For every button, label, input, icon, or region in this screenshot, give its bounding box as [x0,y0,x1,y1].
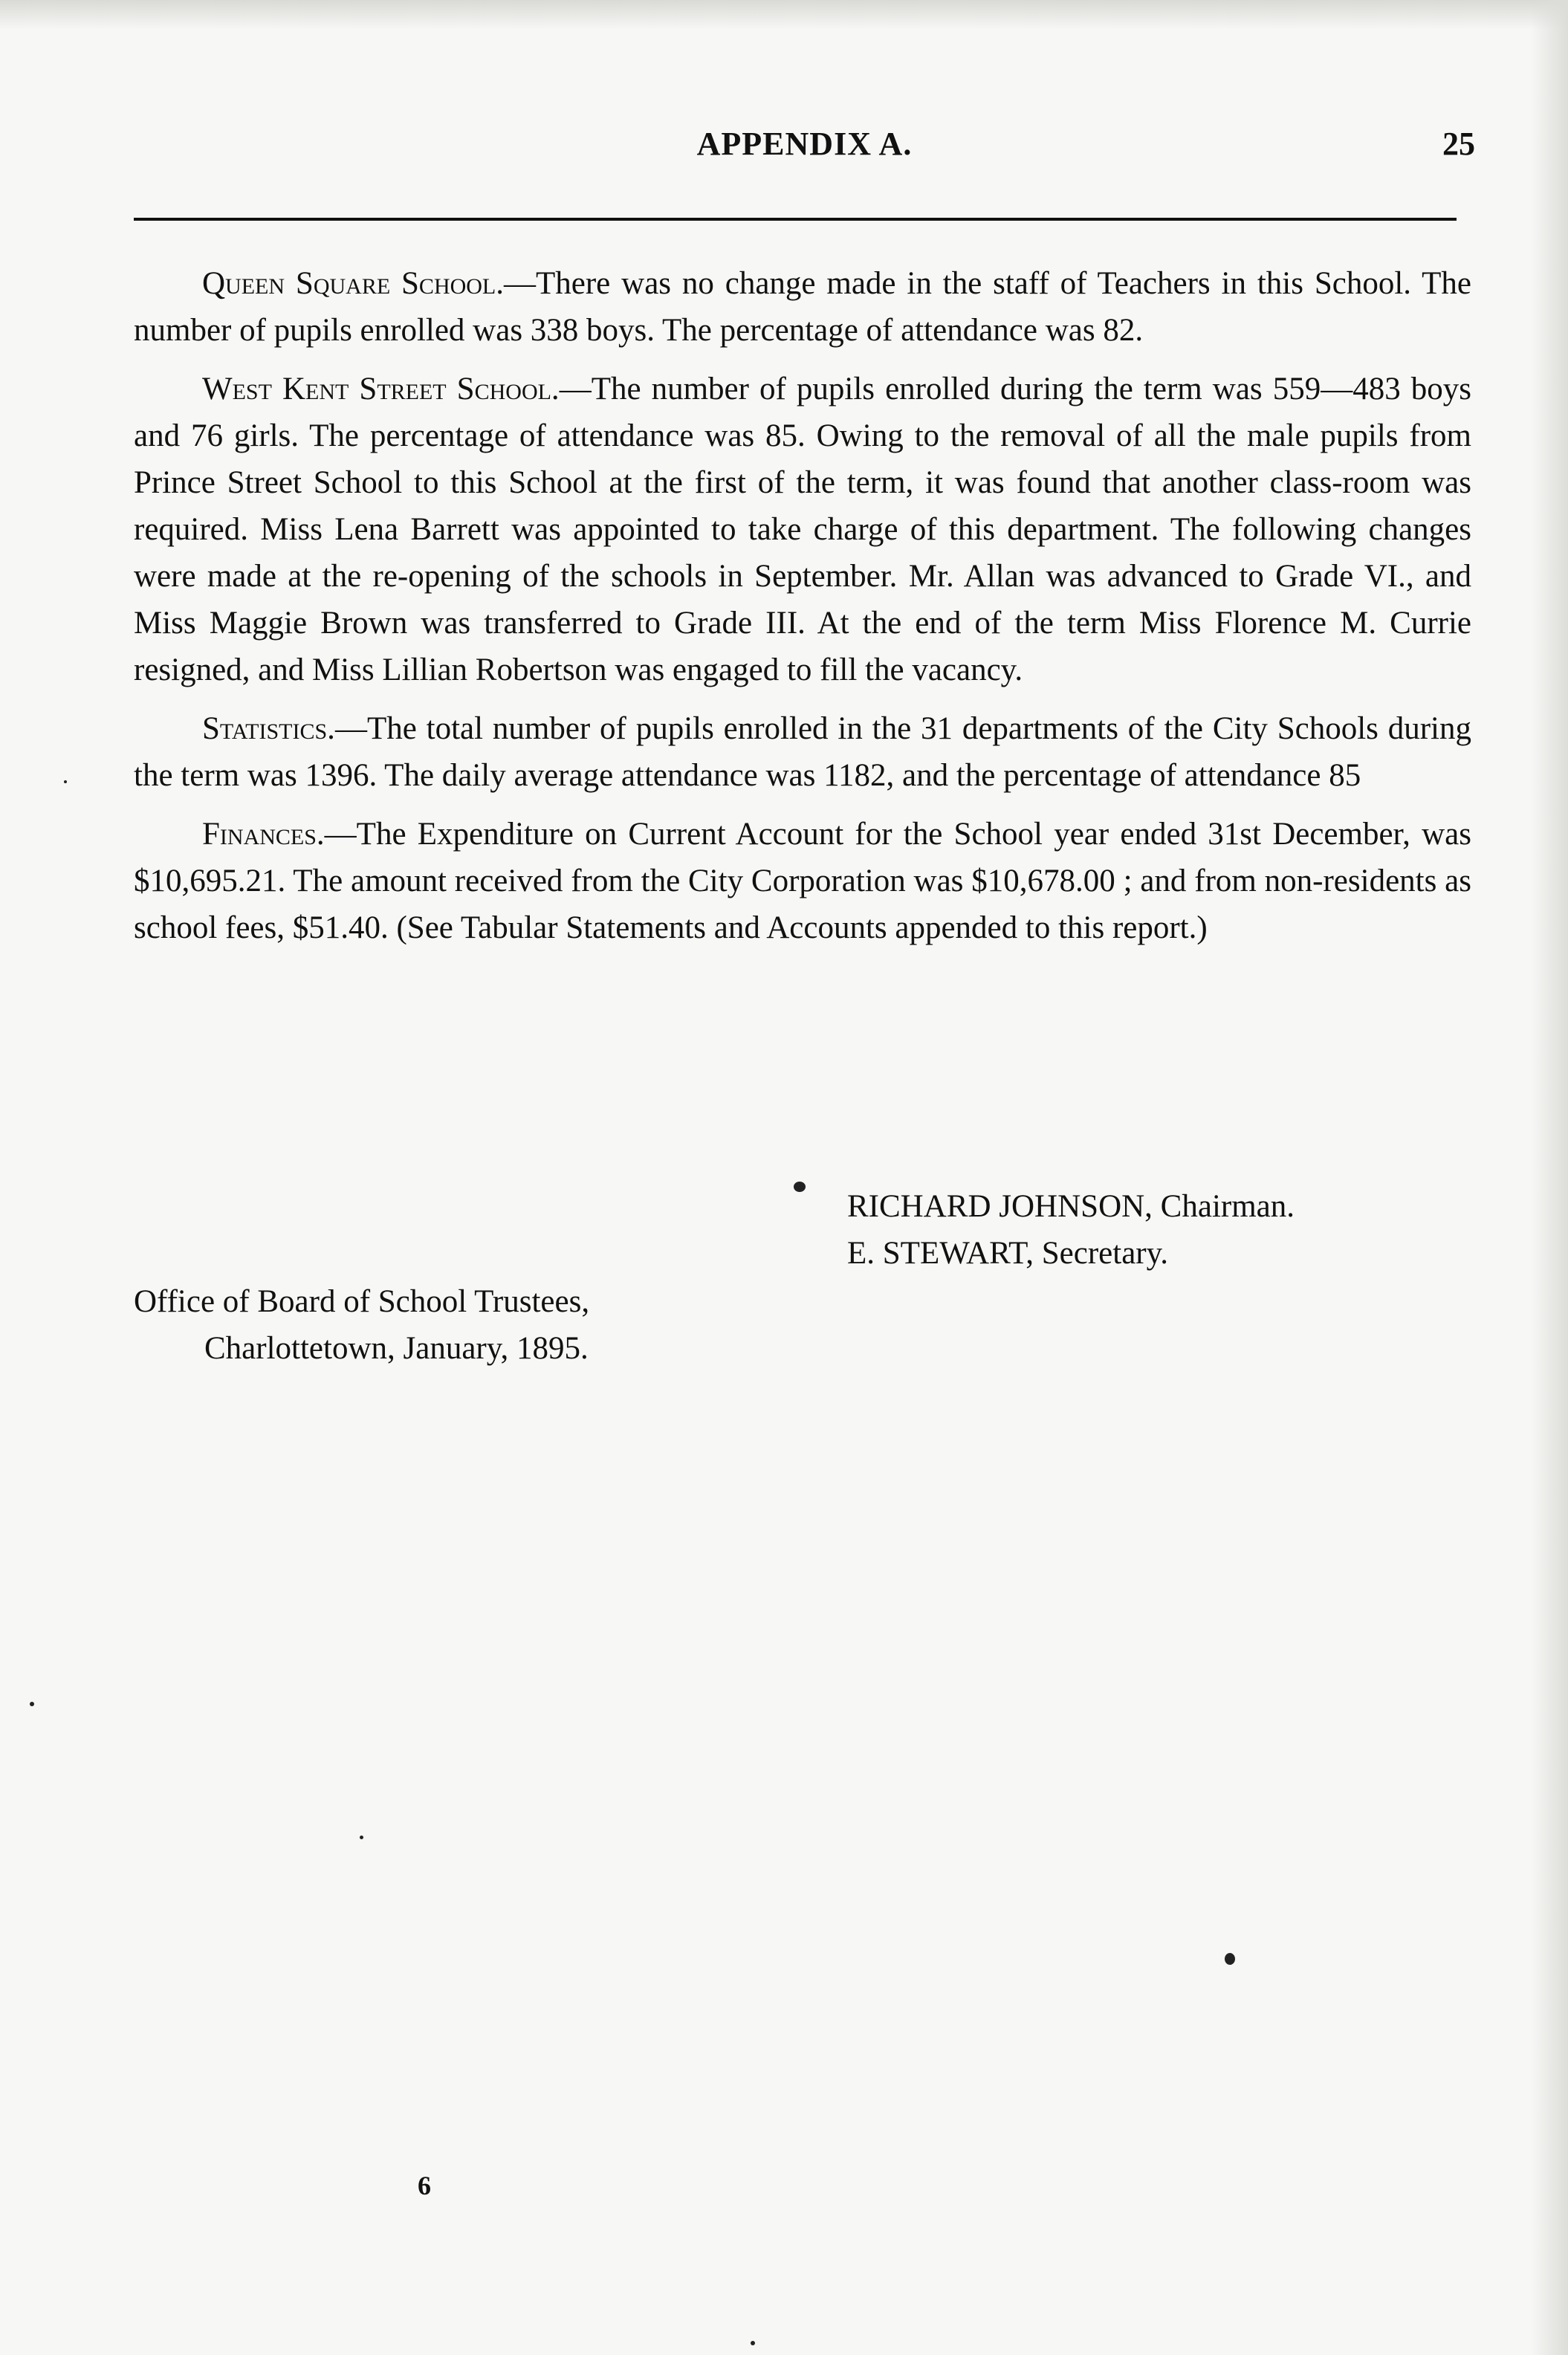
paragraph-text: —There was no change made in the staff of Teachers in this School. The number of pupils enrolled was 338 boys. The percentage of attendance was 82. [134,266,1471,348]
paragraph-text: —The number of pupils enrolled during the term was 559—483 boys and 76 girls. The percentage of attendance was 85. Owing to the removal of all the male pupils from Prince Street School to this School at the first of the term, it was found that another class-room was required. Miss Lena Barrett was appointed to take charge of this department. The following changes were made at the re-opening of the schools in September. Mr. Allan was advanced to Grade VI., and Miss Maggie Brown was transferred to Grade III. At the end of the term Miss Florence M. Currie resigned, and Miss Lillian Robertson was engaged to fill the vacancy. [134,372,1471,687]
report-body [134,260,1471,963]
scan-speck [30,1702,34,1706]
scan-shadow-top [0,0,1568,30]
place-date-line: Charlottetown, January, 1895. [204,1331,589,1366]
scan-speck [1225,1953,1235,1965]
paragraph-finances [134,811,1471,951]
paragraph-text: —The Expenditure on Current Account for the School year ended 31st December, was $10,695.21. The amount received from the City Corporation was $10,678.00 ; and from non-residents as school fees, $51.40. (See Tabular Statements and Accounts appended to this report.) [134,817,1471,945]
signature-block [847,1183,1295,1277]
section-heading: Statistics. [202,711,335,746]
section-heading: Queen Square School. [202,266,505,301]
scan-speck [751,2341,755,2345]
paragraph-text: —The total number of pupils enrolled in the 31 departments of the City Schools during the term was 1396. The daily average attendance was 1182, and the percentage of attendance 85 [134,711,1471,793]
scan-speck [64,780,67,783]
running-head [134,125,1475,169]
section-heading: Finances. [202,817,325,852]
office-line: Office of Board of School Trustees, [134,1284,590,1319]
page-number: 25 [1442,126,1475,162]
paragraph-statistics [134,705,1471,799]
secretary-signature: E. STEWART, Secretary. [847,1236,1169,1271]
office-address [134,1278,589,1372]
scan-speck [794,1182,806,1192]
header-rule [134,218,1457,221]
section-heading: West Kent Street School. [202,372,560,406]
paragraph-queen-square-school [134,260,1471,354]
sheet-signature-mark: 6 [418,2171,431,2200]
running-title: APPENDIX A. [696,126,913,162]
chairman-signature: RICHARD JOHNSON, Chairman. [847,1189,1295,1224]
paragraph-west-kent-street-school [134,366,1471,693]
scan-shadow-right [1531,0,1568,2355]
scan-speck [360,1836,363,1839]
